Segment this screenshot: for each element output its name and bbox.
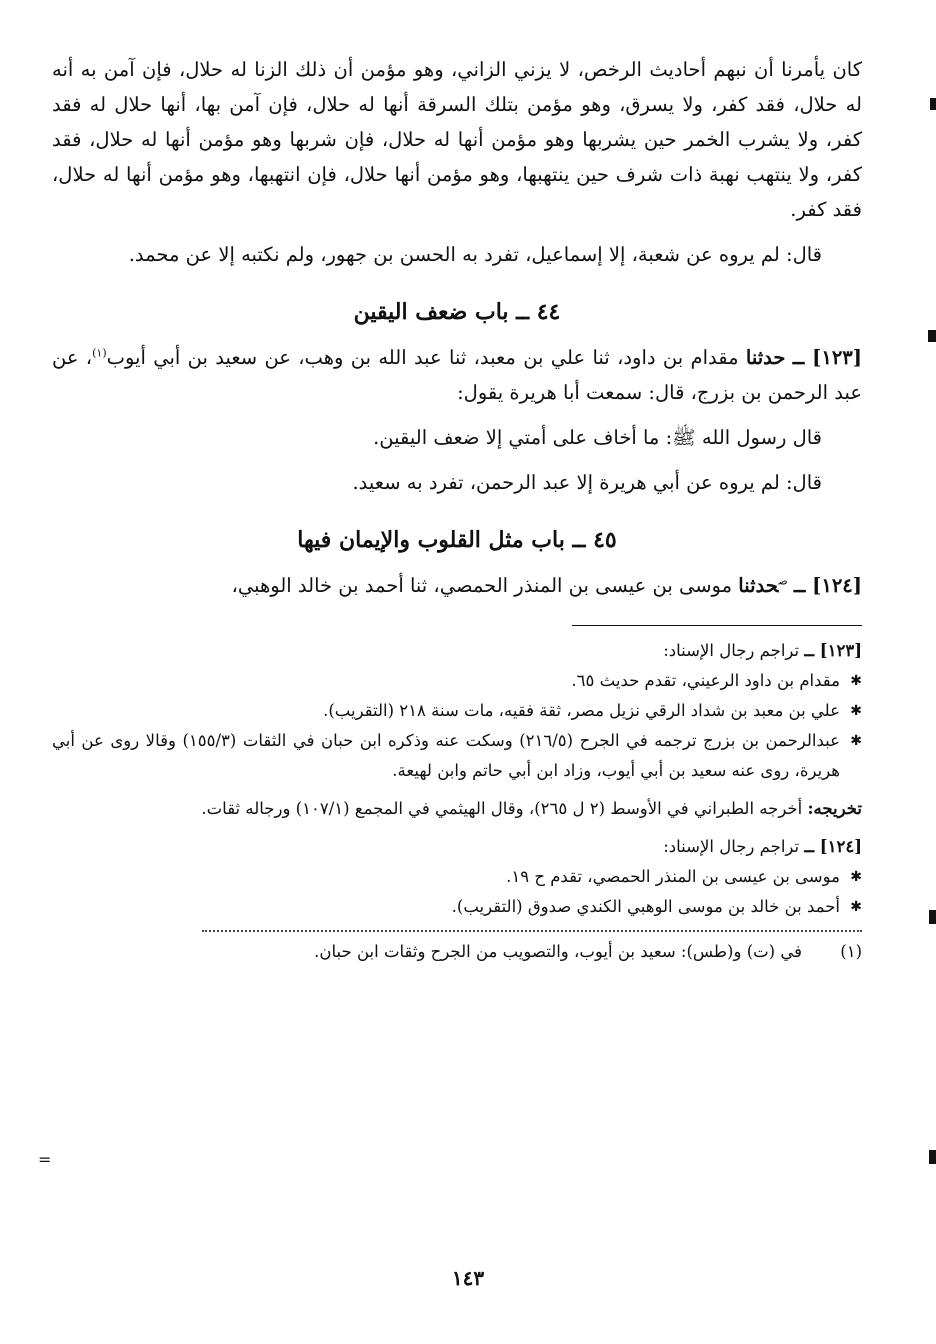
notes-label: [١٢٤] ــ [804,837,862,856]
footnote-divider [202,930,862,932]
narrator-note: عبدالرحمن بن بزرج ترجمه في الجرح (٢١٦/٥) وسكت عنه وذكره ابن حبان في الثقات (١٥٥/٣) وقالا روى عن أبي هريرة، روى عنه سعيد بن أبي أيوب، وزاد ابن أبي حاتم وابن لهيعة. [52,731,840,780]
margin-mark [930,98,936,110]
hadith-text-continued: كان يأمرنا أن نبهم أحاديث الرخص، لا يزني الزاني، وهو مؤمن أن ذلك الزنا له حلال، فإن آمن به أنه له حلال، فقد كفر، ولا يسرق، وهو مؤمن بتلك السرقة أنها له حلال، فإن آمن بها، أنها حلال له فقد كفر، ولا يشرب الخمر حين يشربها وهو مؤمن أنها له حلال، فإن شربها وهو مؤمن أنها له حلال، فقد كفر، ولا ينتهب نهبة ذات شرف حين ينتهبها، وهو مؤمن أنها حلال، فإن انتهبها، وهو مؤمن أنها له حلال، فقد كفر. [52,58,862,221]
notes-label: [١٢٣] ــ [804,641,862,660]
hadith-number: [١٢٣] ــ [792,346,862,369]
narration-word: حدثنا [738,574,779,597]
margin-mark [928,330,936,342]
chapter-45-heading: ٤٥ ــ باب مثل القلوب والإيمان فيها [297,527,617,553]
hadith-123-matn: قال رسول الله ﷺ: ما أخاف على أمتي إلا ضعف اليقين. [373,426,822,449]
narrator-list [52,862,862,922]
notes-divider [572,625,862,626]
hadith-number: [١٢٤] ــ [793,574,862,597]
page-body [52,52,862,966]
narration-word: حدثنا [745,346,786,369]
list-item [52,862,862,892]
list-item [52,666,862,696]
narrator-list [52,666,862,786]
chapter-44-heading: ٤٤ ــ باب ضعف اليقين [353,299,561,325]
hadith-comment: قال: لم يروه عن شعبة، إلا إسماعيل، تفرد به الحسن بن جهور، ولم نكتبه إلا عن محمد. [128,243,822,266]
page-number: ١٤٣ [451,1266,485,1290]
asterisk-icon: ✱ [850,703,862,719]
takhrij-text: أخرجه الطبراني في الأوسط (٢ ل ٢٦٥)، وقال الهيثمي في المجمع (١٠٧/١) ورجاله ثقات. [201,799,808,818]
list-item [52,696,862,726]
narrator-note: أحمد بن خالد بن موسى الوهبي الكندي صدوق (التقريب). [451,897,840,916]
narrator-note: مقدام بن داود الرعيني، تقدم حديث ٦٥. [571,671,840,690]
footnote-number: (١) [840,942,862,961]
hadith-124-isnad [52,568,862,603]
notes-heading [52,832,862,862]
asterisk-icon: ✱ [850,673,862,689]
notes-heading [52,636,862,666]
abbrev-mark: ص [778,574,788,588]
notes-heading-text: تراجم رجال الإسناد: [663,837,805,856]
list-item [52,726,862,786]
notes-123 [52,636,862,832]
margin-mark [929,910,936,924]
asterisk-icon: ✱ [850,869,862,885]
asterisk-icon: ✱ [850,733,862,749]
takhrij [52,794,862,824]
footnote-ref[interactable]: (١) [92,346,107,360]
takhrij-label: تخريجه: [807,799,862,818]
isnad-text-end: ، عن عبد الرحمن بن بزرج، قال: سمعت أبا هريرة يقول: [52,346,862,404]
narrator-note: علي بن معبد بن شداد الرقي نزيل مصر، ثقة فقيه، مات سنة ٢١٨ (التقريب). [323,701,840,720]
list-item [52,892,862,922]
isnad-text: موسى بن عيسى بن المنذر الحمصي، ثنا أحمد بن خالد الوهبي، [231,574,739,597]
footnote-text: في (ت) و(طس): سعيد بن أيوب، والتصويب من الجرح وثقات ابن حبان. [314,942,802,961]
notes-124 [52,832,862,922]
margin-mark [929,1150,936,1164]
notes-heading-text: تراجم رجال الإسناد: [663,641,805,660]
hadith-123-comment: قال: لم يروه عن أبي هريرة إلا عبد الرحمن، تفرد به سعيد. [352,471,822,494]
narrator-note: موسى بن عيسى بن المنذر الحمصي، تقدم ح ١٩. [506,867,840,886]
margin-equals-sign: = [38,1150,52,1169]
hadith-123-isnad [52,340,862,410]
isnad-text: مقدام بن داود، ثنا علي بن معبد، ثنا عبد الله بن وهب، عن سعيد بن أبي أيوب [106,346,746,369]
footnote-1 [52,938,862,966]
asterisk-icon: ✱ [850,899,862,915]
